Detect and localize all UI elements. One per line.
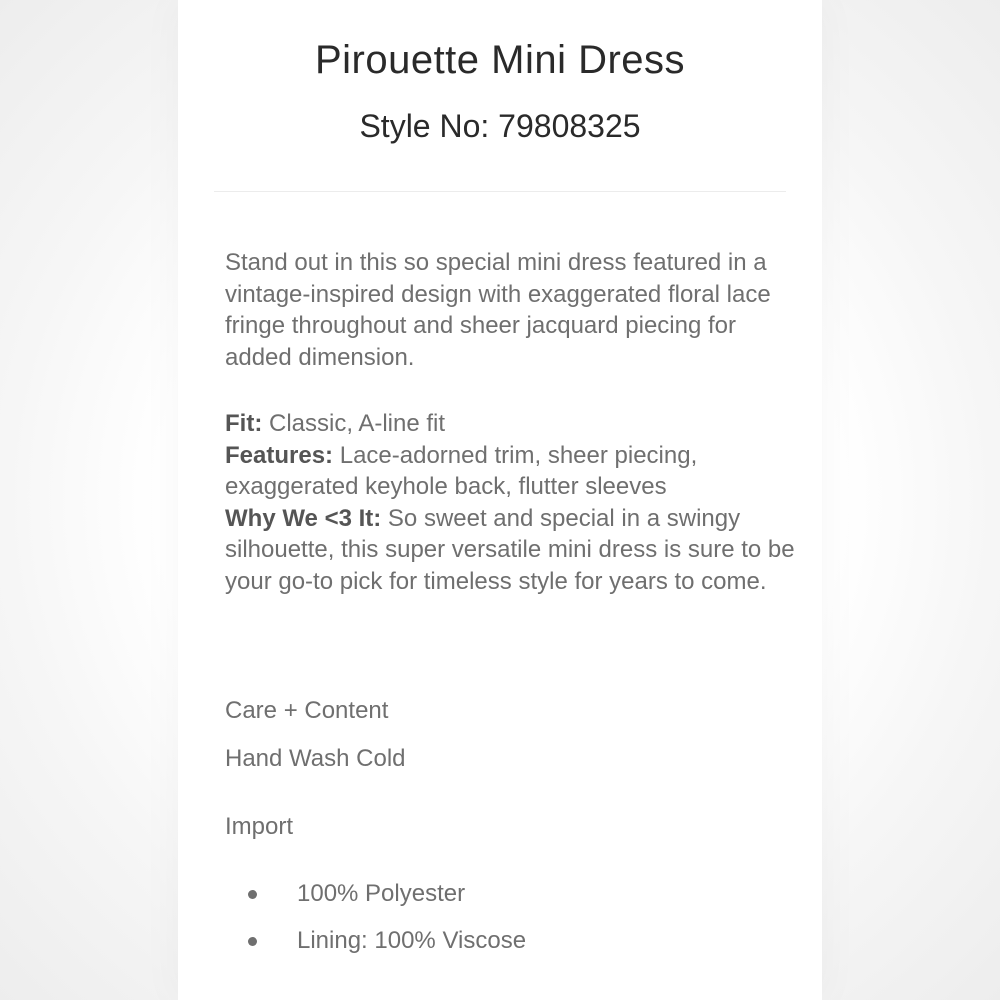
list-item <box>248 879 526 926</box>
fit-label: Fit: <box>225 410 263 437</box>
origin-text: Import <box>225 813 294 840</box>
materials-list <box>248 879 526 973</box>
features-detail <box>225 440 795 503</box>
fit-value: Classic, A-line fit <box>262 410 446 437</box>
features-value: Lace-adorned trim, sheer piecing, exaggerated keyhole back, flutter sleeves <box>225 441 698 500</box>
product-title: Pirouette Mini Dress <box>314 38 686 82</box>
material-text: Lining: 100% Viscose <box>297 927 527 954</box>
style-number: Style No: 79808325 <box>359 108 641 144</box>
list-item <box>248 926 526 973</box>
product-details-panel <box>178 0 822 1000</box>
why-we-love-it-detail <box>225 503 795 598</box>
why-label: Why We <3 It: <box>225 504 382 532</box>
why-value: So sweet and special in a swingy silhouette, this super versatile mini dress is sure to be your go-to pick for timeless style for years to come. <box>225 504 795 595</box>
product-details <box>225 408 795 597</box>
product-description <box>225 247 795 373</box>
bullet-icon <box>248 890 257 899</box>
bullet-icon <box>248 937 257 946</box>
care-content-heading: Care + Content <box>225 697 389 724</box>
description-text: Stand out in this so special mini dress featured in a vintage-inspired design with exaggerated floral lace fringe throughout and sheer jacquard piecing for added dimension. <box>225 249 771 371</box>
fit-detail <box>225 408 795 440</box>
material-text: 100% Polyester <box>297 880 466 907</box>
care-instructions: Hand Wash Cold <box>225 745 406 772</box>
divider <box>214 191 786 192</box>
features-label: Features: <box>225 441 334 469</box>
